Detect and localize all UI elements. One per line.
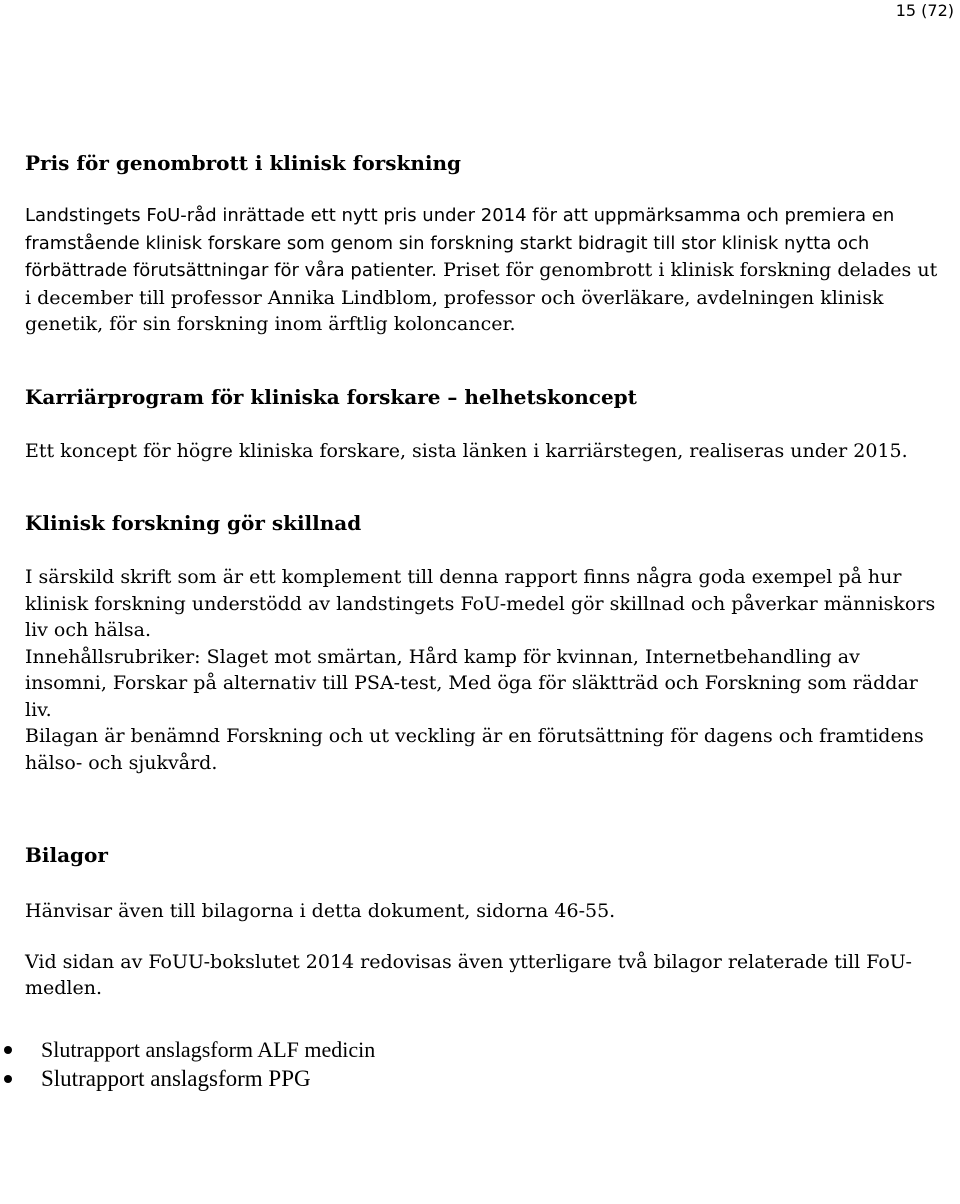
- section-heading-appendices: Bilagor: [25, 843, 108, 867]
- section-paragraph-appendices-1: Hänvisar även till bilagorna i detta dokument, sidorna 46-55.: [25, 900, 616, 922]
- section-heading-career-program: Karriärprogram för kliniska forskare – helhetskoncept: [25, 384, 637, 409]
- list-item: [0, 1064, 920, 1093]
- section-paragraph-clinical-research-2: Innehållsrubriker: Slaget mot smärtan, Hård kamp för kvinnan, Internetbehandling av insomni, Forskar på alternativ till PSA-test, Med öga för släktträd och Forskning som räddar liv.: [25, 645, 918, 721]
- section-paragraph-career-program: Ett koncept för högre kliniska forskare, sista länken i karriärstegen, realiseras under 2015.: [25, 439, 908, 462]
- section-heading-prize: Pris för genombrott i klinisk forskning: [25, 151, 461, 175]
- document-content: [25, 150, 945, 1093]
- bullet-icon: [4, 1075, 12, 1083]
- section-heading-clinical-research: Klinisk forskning gör skillnad: [25, 511, 362, 535]
- section-paragraph-appendices-2: Vid sidan av FoUU-bokslutet 2014 redovisas även ytterligare två bilagor relaterade till FoU-medlen.: [25, 950, 912, 999]
- section-paragraph-prize: [25, 202, 945, 338]
- list-item-text: Slutrapport anslagsform PPG: [41, 1065, 311, 1091]
- page-number: 15 (72): [895, 1, 954, 20]
- list-item-text: Slutrapport anslagsform ALF medicin: [41, 1036, 376, 1062]
- appendix-list: [0, 1035, 920, 1093]
- list-item: [0, 1035, 920, 1064]
- bullet-icon: [4, 1046, 12, 1054]
- section-paragraph-clinical-research-1: I särskild skrift som är ett komplement till denna rapport finns några goda exempel på hur klinisk forskning understödd av landstingets FoU-medel gör skillnad och påverkar människors liv och hälsa.: [25, 566, 936, 641]
- section-paragraph-clinical-research-3: Bilagan är benämnd Forskning och ut veckling är en förutsättning för dagens och framtidens hälso- och sjukvård.: [25, 725, 924, 774]
- paragraph-serif-part: Priset för genombrott i klinisk forskning delades ut i december till professor Annika Lindblom, professor och överläkare, avdelningen klinisk genetik, för sin forskning inom ärftlig koloncancer.: [25, 259, 938, 335]
- paragraph-sans-part: Landstingets FoU-råd inrättade ett nytt pris under 2014 för att uppmärksamma och premiera en framstående klinisk forskare som genom sin forskning starkt bidragit till stor klinisk nytta och förbättrade förutsättningar för våra patienter.: [25, 205, 895, 281]
